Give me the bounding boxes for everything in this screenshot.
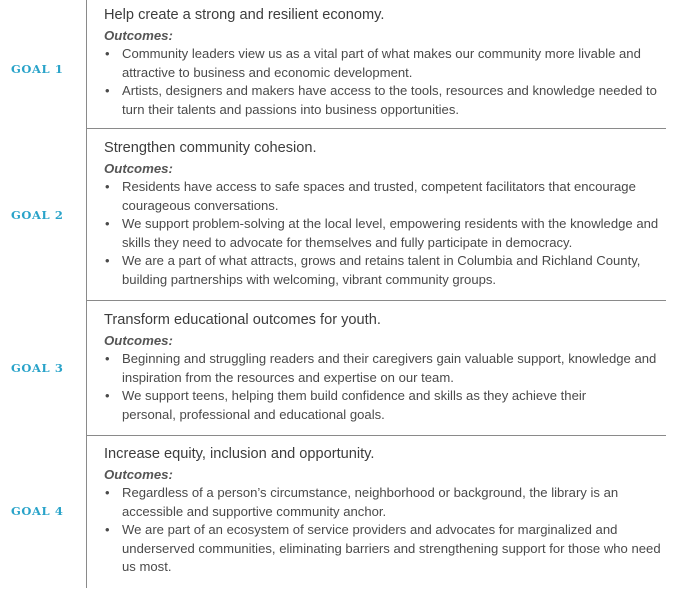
goal-4-outcome-2 — [104, 521, 662, 577]
goal-1-outcome-1 — [104, 45, 670, 82]
goal-2-outcome-3 — [104, 252, 678, 289]
goal-1-outcome-list — [104, 45, 663, 119]
outcome-text: We support teens, helping them build confidence and skills as they achieve their personal, professional and educational goals. — [122, 388, 587, 422]
bullet-icon: • — [105, 253, 110, 268]
outcome-text: Beginning and struggling readers and their caregivers gain valuable support, knowledge and inspiration from the resources and expertise on our team. — [122, 351, 657, 385]
bullet-icon: • — [105, 46, 110, 61]
goal-1-label: GOAL 1 — [11, 62, 64, 76]
goal-3-row — [0, 301, 678, 435]
outcome-text: We support problem-solving at the local level, empowering residents with the knowledge and skills they need to advocate for themselves and fully participate in democracy. — [122, 216, 659, 250]
goal-3-outcome-list — [104, 350, 663, 424]
bullet-icon: • — [105, 388, 110, 403]
goal-3-outcome-1 — [104, 350, 670, 387]
goal-2-body — [86, 129, 667, 300]
goal-3-title: Transform educational outcomes for youth. — [104, 312, 381, 328]
goal-4-outcomes-heading: Outcomes: — [104, 467, 173, 482]
goal-3-label: GOAL 3 — [11, 361, 64, 375]
outcome-text: Community leaders view us as a vital part of what makes our community more livable and attractive to business and economic development. — [122, 46, 641, 80]
goal-3-outcome-2 — [104, 387, 642, 424]
goal-4-outcome-list — [104, 484, 663, 577]
goal-2-outcome-list — [104, 178, 663, 289]
goal-1-outcome-2 — [104, 82, 670, 119]
goal-2-label: GOAL 2 — [11, 208, 64, 222]
bullet-icon: • — [105, 351, 110, 366]
goal-1-title: Help create a strong and resilient economy. — [104, 7, 385, 23]
goal-4-label: GOAL 4 — [11, 504, 64, 518]
bullet-icon: • — [105, 522, 110, 537]
bullet-icon: • — [105, 216, 110, 231]
outcome-text: Artists, designers and makers have access to the tools, resources and knowledge needed to turn their talents and passions into business opportunities. — [122, 83, 657, 117]
goal-1-row — [0, 0, 678, 128]
goal-4-title: Increase equity, inclusion and opportunity. — [104, 446, 375, 462]
goal-2-outcome-2 — [104, 215, 670, 252]
outcome-text: We are a part of what attracts, grows and retains talent in Columbia and Richland County, building partnerships with welcoming, vibrant community groups. — [122, 253, 641, 287]
goal-4-body — [86, 436, 667, 588]
goal-1-outcomes-heading: Outcomes: — [104, 28, 173, 43]
bullet-icon: • — [105, 179, 110, 194]
bullet-icon: • — [105, 83, 110, 98]
goal-2-outcome-1 — [104, 178, 670, 215]
goal-1-body — [86, 0, 667, 128]
goal-3-body — [86, 301, 667, 435]
outcome-text: We are part of an ecosystem of service providers and advocates for marginalized and underserved communities, eliminating barriers and strengthening support for those who need us most. — [122, 522, 661, 574]
goal-4-row — [0, 436, 678, 588]
outcome-text: Residents have access to safe spaces and trusted, competent facilitators that encourage courageous conversations. — [122, 179, 636, 213]
bullet-icon: • — [105, 485, 110, 500]
goal-3-outcomes-heading: Outcomes: — [104, 333, 173, 348]
goal-2-title: Strengthen community cohesion. — [104, 140, 317, 156]
goal-2-outcomes-heading: Outcomes: — [104, 161, 173, 176]
outcome-text: Regardless of a person’s circumstance, neighborhood or background, the library is an accessible and supportive community anchor. — [122, 485, 619, 519]
goal-2-row — [0, 129, 678, 300]
goal-4-outcome-1 — [104, 484, 662, 521]
